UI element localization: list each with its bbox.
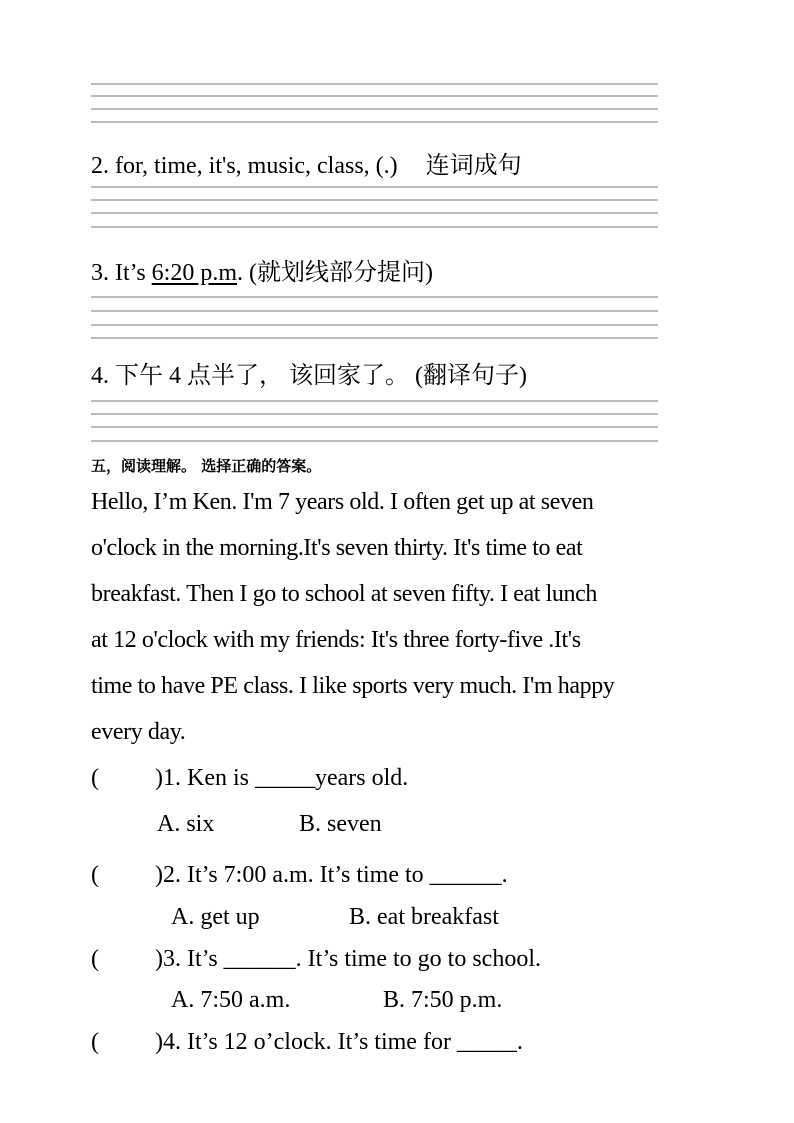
writing-line (91, 95, 658, 97)
question-4-text: 4. 下午 4 点半了， 该回家了。 (翻译句子) (91, 363, 527, 389)
option-a[interactable]: A. 7:50 a.m. (171, 987, 291, 1013)
question-3-prefix: 3. It’s (91, 260, 152, 286)
question-3 (91, 252, 433, 287)
passage-line: Hello, I’m Ken. I'm 7 years old. I often get up at seven (91, 489, 594, 515)
writing-line (91, 83, 658, 85)
answer-blank-open-paren[interactable]: ( (91, 765, 99, 791)
question-stem: )3. It’s ______. It’s time to go to school. (155, 946, 541, 972)
passage-line: time to have PE class. I like sports very much. I'm happy (91, 673, 615, 699)
question-2 (91, 145, 522, 180)
passage-line: every day. (91, 719, 186, 745)
option-b[interactable]: B. 7:50 p.m. (383, 987, 503, 1013)
writing-line (91, 440, 658, 442)
writing-line (91, 426, 658, 428)
writing-line (91, 413, 658, 415)
question-stem: )4. It’s 12 o’clock. It’s time for _____. (155, 1029, 523, 1055)
answer-blank-open-paren[interactable]: ( (91, 1029, 99, 1055)
question-stem: )1. Ken is _____years old. (155, 765, 409, 791)
question-stem: )2. It’s 7:00 a.m. It’s time to ______. (155, 862, 508, 888)
writing-line (91, 212, 658, 214)
answer-blank-open-paren[interactable]: ( (91, 946, 99, 972)
writing-line (91, 186, 658, 188)
writing-line (91, 199, 658, 201)
writing-line (91, 121, 658, 123)
writing-line (91, 108, 658, 110)
option-b[interactable]: B. seven (299, 811, 382, 837)
question-3-underlined-time: 6:20 p.m (151, 260, 238, 286)
passage-line: at 12 o'clock with my friends: It's three forty-five .It's (91, 627, 581, 653)
writing-line (91, 337, 658, 339)
section-5-heading: 五，阅读理解。 选择正确的答案。 (91, 457, 322, 475)
option-b[interactable]: B. eat breakfast (349, 904, 499, 930)
passage-line: o'clock in the morning.It's seven thirty. It's time to eat (91, 535, 583, 561)
option-a[interactable]: A. six (157, 811, 215, 837)
writing-line (91, 324, 658, 326)
writing-line (91, 310, 658, 312)
option-a[interactable]: A. get up (171, 904, 260, 930)
question-2-instruction: 连词成句 (425, 153, 522, 179)
passage-line: breakfast. Then I go to school at seven fifty. I eat lunch (91, 581, 597, 607)
writing-line (91, 226, 658, 228)
writing-line (91, 400, 658, 402)
question-3-suffix: . (就划线部分提问) (237, 260, 433, 286)
writing-line (91, 296, 658, 298)
answer-blank-open-paren[interactable]: ( (91, 862, 99, 888)
question-4 (91, 355, 527, 390)
question-2-text: 2. for, time, it's, music, class, (.) (91, 153, 398, 179)
